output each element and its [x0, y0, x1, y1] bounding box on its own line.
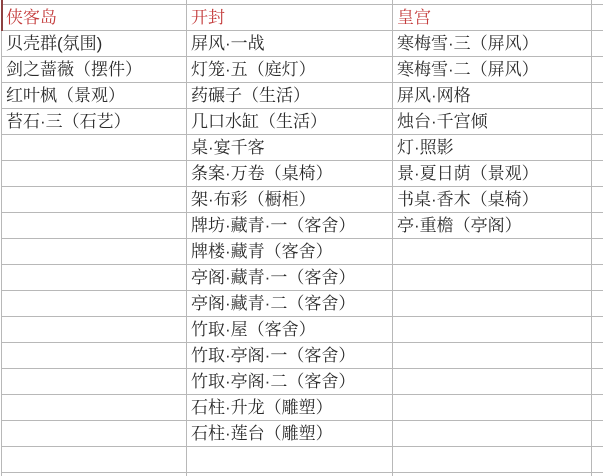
cell[interactable]: 剑之蔷薇（摆件）: [2, 57, 186, 83]
empty-cell[interactable]: [393, 369, 591, 395]
empty-cell[interactable]: [592, 343, 603, 369]
empty-cell[interactable]: [187, 447, 392, 473]
empty-cell[interactable]: [592, 83, 603, 109]
cell[interactable]: 寒梅雪·二（屏风）: [393, 57, 591, 83]
column-2: [393, 0, 592, 476]
cell[interactable]: 桌·宴千客: [187, 135, 392, 161]
cell[interactable]: 竹取·亭阁·二（客舍）: [187, 369, 392, 395]
empty-cell[interactable]: [592, 31, 603, 57]
empty-cell[interactable]: [393, 343, 591, 369]
cell[interactable]: 牌楼·藏青（客舍）: [187, 239, 392, 265]
column-header[interactable]: 皇宫: [393, 5, 591, 31]
empty-cell[interactable]: [2, 395, 186, 421]
empty-cell[interactable]: [2, 421, 186, 447]
cell[interactable]: 亭·重檐（亭阁）: [393, 213, 591, 239]
empty-cell[interactable]: [2, 187, 186, 213]
empty-cell[interactable]: [393, 395, 591, 421]
empty-cell[interactable]: [592, 369, 603, 395]
empty-cell[interactable]: [592, 135, 603, 161]
cell[interactable]: 药碾子（生活）: [187, 83, 392, 109]
cell[interactable]: 亭阁·藏青·一（客舍）: [187, 265, 392, 291]
empty-cell[interactable]: [592, 5, 603, 31]
cell[interactable]: 条案·万卷（桌椅）: [187, 161, 392, 187]
empty-cell[interactable]: [2, 343, 186, 369]
empty-cell[interactable]: [592, 187, 603, 213]
cell[interactable]: 书桌·香木（桌椅）: [393, 187, 591, 213]
empty-cell[interactable]: [2, 291, 186, 317]
empty-cell[interactable]: [592, 421, 603, 447]
empty-cell[interactable]: [592, 109, 603, 135]
cell[interactable]: 架·布彩（橱柜）: [187, 187, 392, 213]
empty-cell[interactable]: [2, 135, 186, 161]
cell[interactable]: 亭阁·藏青·二（客舍）: [187, 291, 392, 317]
empty-cell[interactable]: [2, 239, 186, 265]
empty-cell[interactable]: [393, 239, 591, 265]
empty-cell[interactable]: [592, 57, 603, 83]
header-row-accent-mark: [1, 0, 3, 31]
cell[interactable]: 石柱·升龙（雕塑）: [187, 395, 392, 421]
column-header[interactable]: 侠客岛: [2, 5, 186, 31]
empty-cell[interactable]: [2, 265, 186, 291]
cell[interactable]: 几口水缸（生活）: [187, 109, 392, 135]
cell[interactable]: 贝壳群(氛围): [2, 31, 186, 57]
cell[interactable]: 苔石·三（石艺）: [2, 109, 186, 135]
empty-cell[interactable]: [2, 213, 186, 239]
cell[interactable]: 竹取·屋（客舍）: [187, 317, 392, 343]
column-0: [1, 0, 187, 476]
cell[interactable]: 屏风·一战: [187, 31, 392, 57]
cell[interactable]: 烛台·千宫倾: [393, 109, 591, 135]
column-stub: [592, 0, 603, 476]
empty-cell[interactable]: [2, 317, 186, 343]
empty-cell[interactable]: [592, 317, 603, 343]
empty-cell[interactable]: [393, 265, 591, 291]
empty-cell[interactable]: [393, 291, 591, 317]
empty-cell[interactable]: [592, 291, 603, 317]
empty-cell[interactable]: [393, 447, 591, 473]
empty-cell[interactable]: [592, 239, 603, 265]
column-header[interactable]: 开封: [187, 5, 392, 31]
cell[interactable]: 灯笼·五（庭灯）: [187, 57, 392, 83]
empty-cell[interactable]: [592, 395, 603, 421]
empty-cell[interactable]: [2, 447, 186, 473]
cell[interactable]: 石柱·莲台（雕塑）: [187, 421, 392, 447]
cell[interactable]: 屏风·网格: [393, 83, 591, 109]
empty-cell[interactable]: [2, 369, 186, 395]
column-1: [187, 0, 393, 476]
cell[interactable]: 竹取·亭阁·一（客舍）: [187, 343, 392, 369]
cell[interactable]: 牌坊·藏青·一（客舍）: [187, 213, 392, 239]
empty-cell[interactable]: [592, 447, 603, 473]
cell[interactable]: 寒梅雪·三（屏风）: [393, 31, 591, 57]
empty-cell[interactable]: [393, 421, 591, 447]
cell[interactable]: 红叶枫（景观）: [2, 83, 186, 109]
empty-cell[interactable]: [2, 161, 186, 187]
empty-cell[interactable]: [393, 317, 591, 343]
empty-cell[interactable]: [592, 213, 603, 239]
empty-cell[interactable]: [592, 265, 603, 291]
empty-cell[interactable]: [592, 161, 603, 187]
cell[interactable]: 景·夏日荫（景观）: [393, 161, 591, 187]
cell[interactable]: 灯·照影: [393, 135, 591, 161]
